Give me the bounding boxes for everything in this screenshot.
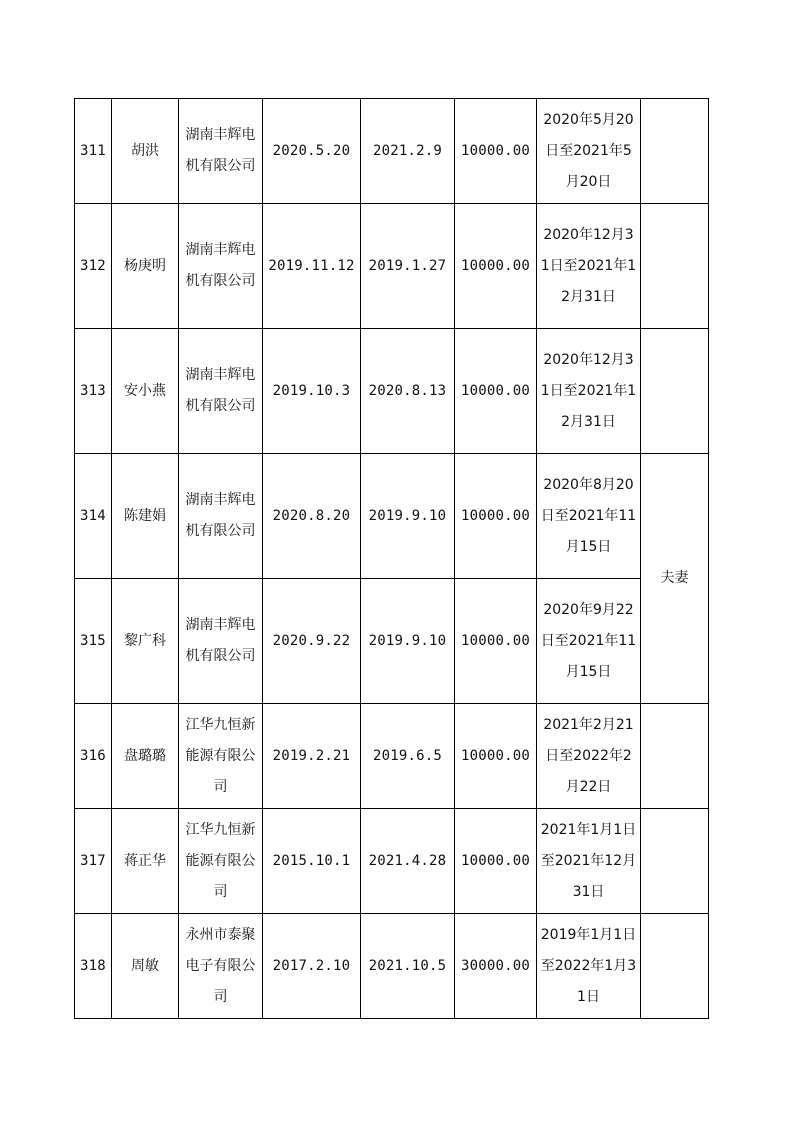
row-number-cell: 311	[75, 99, 112, 204]
amount-cell: 10000.00	[455, 704, 537, 809]
table-row	[75, 454, 709, 579]
name-cell: 杨庚明	[112, 204, 179, 329]
note-cell	[641, 809, 709, 914]
date-b-cell: 2019.9.10	[361, 454, 455, 579]
date-b-cell: 2019.1.27	[361, 204, 455, 329]
date-b-cell: 2021.4.28	[361, 809, 455, 914]
date-a-cell: 2019.2.21	[263, 704, 361, 809]
name-cell: 蒋正华	[112, 809, 179, 914]
amount-cell: 10000.00	[455, 454, 537, 579]
amount-cell: 10000.00	[455, 579, 537, 704]
amount-cell: 30000.00	[455, 914, 537, 1019]
row-number-cell: 318	[75, 914, 112, 1019]
date-b-cell: 2021.2.9	[361, 99, 455, 204]
company-cell: 湖南丰辉电机有限公司	[179, 99, 263, 204]
table-row	[75, 704, 709, 809]
table-row	[75, 914, 709, 1019]
company-cell: 湖南丰辉电机有限公司	[179, 454, 263, 579]
table-row	[75, 99, 709, 204]
period-cell: 2021年2月21日至2022年2月22日	[537, 704, 641, 809]
name-cell: 黎广科	[112, 579, 179, 704]
date-a-cell: 2015.10.1	[263, 809, 361, 914]
period-cell: 2020年12月31日至2021年12月31日	[537, 329, 641, 454]
date-a-cell: 2020.9.22	[263, 579, 361, 704]
period-cell: 2020年5月20日至2021年5月20日	[537, 99, 641, 204]
note-cell	[641, 914, 709, 1019]
date-a-cell: 2019.11.12	[263, 204, 361, 329]
company-cell: 江华九恒新能源有限公司	[179, 809, 263, 914]
period-cell: 2020年12月31日至2021年12月31日	[537, 204, 641, 329]
note-cell	[641, 99, 709, 204]
table-row	[75, 204, 709, 329]
table-row	[75, 579, 709, 704]
name-cell: 盘璐璐	[112, 704, 179, 809]
amount-cell: 10000.00	[455, 329, 537, 454]
date-a-cell: 2019.10.3	[263, 329, 361, 454]
table-row	[75, 329, 709, 454]
row-number-cell: 313	[75, 329, 112, 454]
name-cell: 周敏	[112, 914, 179, 1019]
row-number-cell: 317	[75, 809, 112, 914]
note-cell	[641, 704, 709, 809]
company-cell: 永州市泰聚电子有限公司	[179, 914, 263, 1019]
period-cell: 2020年8月20日至2021年11月15日	[537, 454, 641, 579]
company-cell: 湖南丰辉电机有限公司	[179, 204, 263, 329]
amount-cell: 10000.00	[455, 204, 537, 329]
date-b-cell: 2021.10.5	[361, 914, 455, 1019]
row-number-cell: 316	[75, 704, 112, 809]
amount-cell: 10000.00	[455, 809, 537, 914]
period-cell: 2020年9月22日至2021年11月15日	[537, 579, 641, 704]
company-cell: 江华九恒新能源有限公司	[179, 704, 263, 809]
name-cell: 陈建娟	[112, 454, 179, 579]
table-row	[75, 809, 709, 914]
relationship-note-cell: 夫妻	[641, 454, 709, 704]
row-number-cell: 312	[75, 204, 112, 329]
row-number-cell: 314	[75, 454, 112, 579]
date-b-cell: 2019.9.10	[361, 579, 455, 704]
date-a-cell: 2020.5.20	[263, 99, 361, 204]
date-b-cell: 2020.8.13	[361, 329, 455, 454]
company-cell: 湖南丰辉电机有限公司	[179, 579, 263, 704]
row-number-cell: 315	[75, 579, 112, 704]
date-a-cell: 2017.2.10	[263, 914, 361, 1019]
period-cell: 2021年1月1日至2021年12月31日	[537, 809, 641, 914]
note-cell	[641, 204, 709, 329]
company-cell: 湖南丰辉电机有限公司	[179, 329, 263, 454]
records-table	[74, 98, 709, 1019]
amount-cell: 10000.00	[455, 99, 537, 204]
note-cell	[641, 329, 709, 454]
period-cell: 2019年1月1日至2022年1月31日	[537, 914, 641, 1019]
name-cell: 安小燕	[112, 329, 179, 454]
date-a-cell: 2020.8.20	[263, 454, 361, 579]
date-b-cell: 2019.6.5	[361, 704, 455, 809]
name-cell: 胡洪	[112, 99, 179, 204]
